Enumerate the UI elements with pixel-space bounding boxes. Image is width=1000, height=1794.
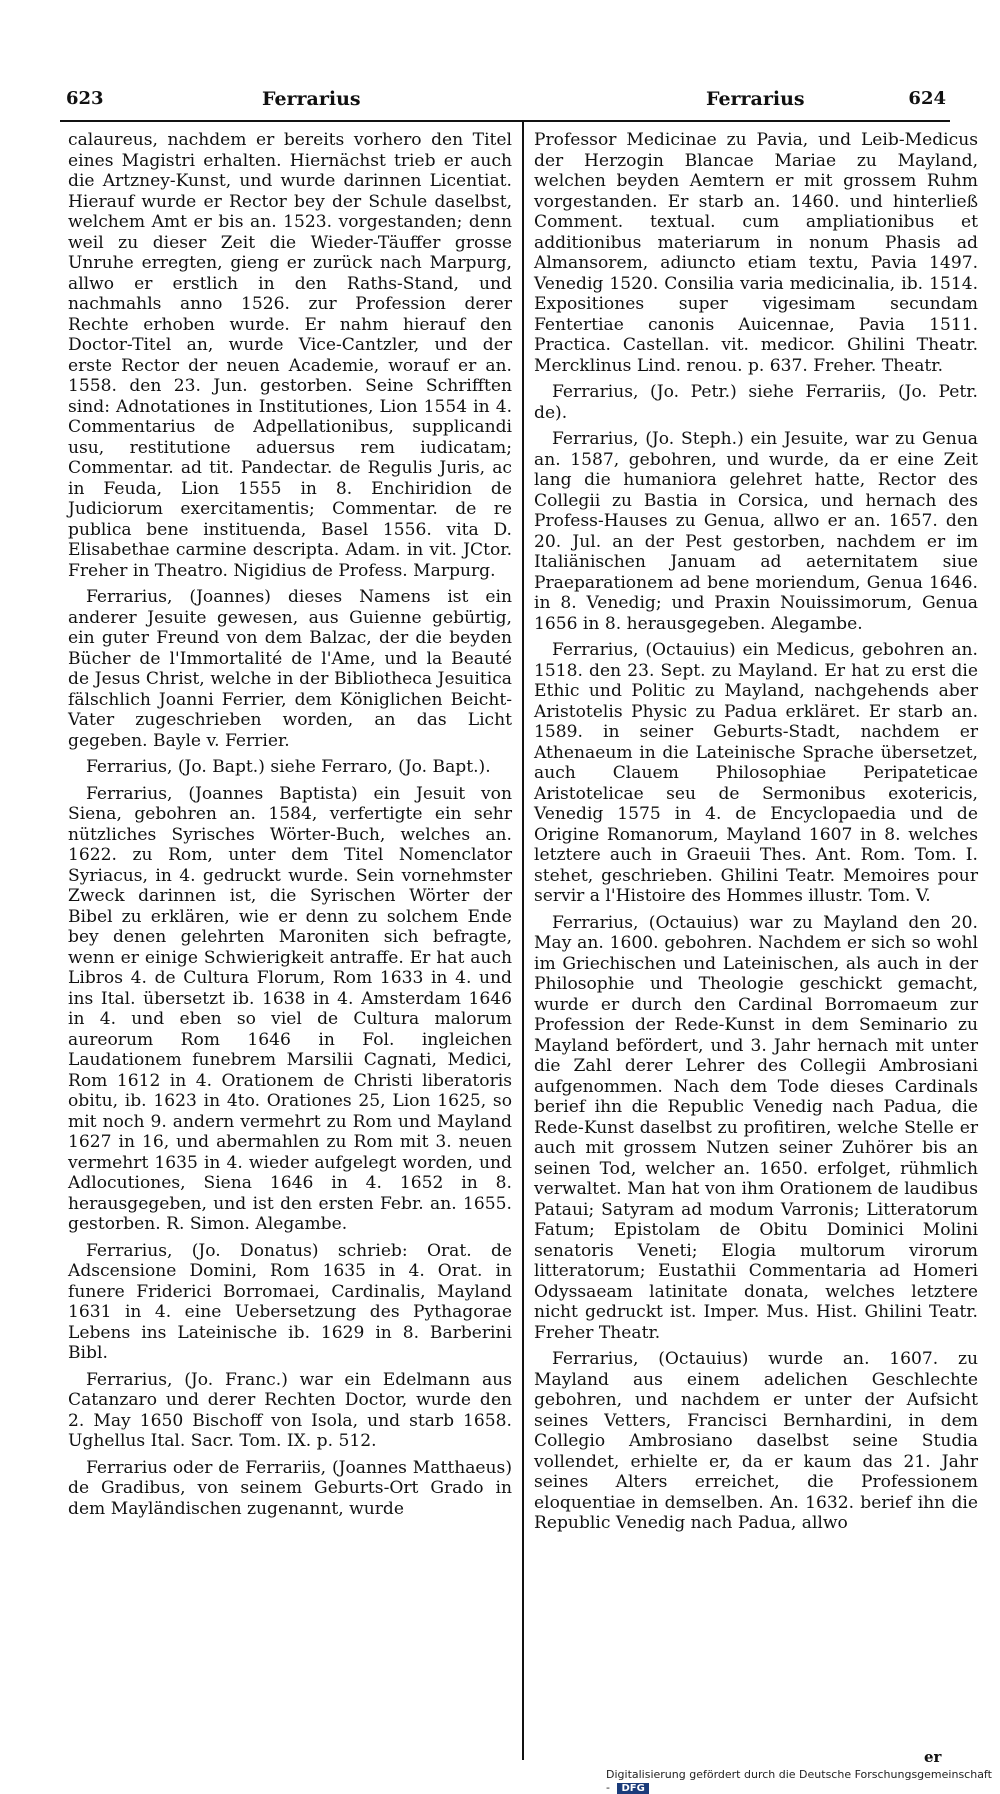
- left-column: [68, 130, 512, 1525]
- footer-text: Digitalisierung gefördert durch die Deutsche Forschungsgemeinschaft -: [606, 1768, 992, 1794]
- left-running-title: Ferrarius: [262, 88, 361, 110]
- entry-paragraph: Ferrarius, (Octauius) war zu Mayland den 20. May an. 1600. gebohren. Nachdem er sich so wohl im Griechischen und Lateinischen, als auch in der Philosophie und Theologie geschickt gemacht, wurde er durch den Cardinal Borromaeum zur Profession der Rede-Kunst in dem Seminario zu Mayland befördert, und 3. Jahr hernach mit unter die Zahl derer Lehrer des Collegii Ambrosiani aufgenommen. Nach dem Tode dieses Cardinals berief ihn die Republic Venedig nach Padua, die Rede-Kunst daselbst zu profitiren, welche Stelle er auch mit grossem Nutzen seiner Zuhörer bis an seinen Tod, welcher an. 1650. erfolget, rühmlich verwaltet. Man hat von ihm Orationem de laudibus Pataui; Satyram ad modum Varronis; Litteratorum Fatum; Epistolam de Obitu Dominici Molini senatoris Veneti; Elogia multorum virorum litteratorum; Eustathii Commentaria ad Homeri Odyssaeam latinitate donata, welches letztere nicht gedruckt ist. Imper. Mus. Hist. Ghilini Teatr. Freher Theatr.: [534, 912, 978, 1343]
- entry-paragraph: Ferrarius, (Jo. Bapt.) siehe Ferraro, (Jo. Bapt.).: [86, 757, 491, 777]
- entry-paragraph: Ferrarius, (Jo. Donatus) schrieb: Orat. de Adscensione Domini, Rom 1635 in 4. Orat. in funere Friderici Borromaei, Cardinalis, Mayland 1631 in 4. eine Uebersetzung des Pythagorae Lebens ins Lateinische ib. 1629 in 8. Barberini Bibl.: [68, 1240, 512, 1363]
- entry-paragraph: Ferrarius, (Jo. Franc.) war ein Edelmann aus Catanzaro und derer Rechten Doctor, wurde den 2. May 1650 Bischoff von Isola, und starb 1658. Ughellus Ital. Sacr. Tom. IX. p. 512.: [68, 1369, 512, 1451]
- digitization-footer: [606, 1768, 992, 1794]
- entry-paragraph: Ferrarius, (Octauius) wurde an. 1607. zu Mayland aus einem adelichen Geschlechte gebohren, und nachdem er unter der Aufsicht seines Vetters, Francisci Bernhardini, in dem Collegio Ambrosiano daselbst seine Studia vollendet, erhielte er, da er kaum das 21. Jahr seines Alters erreichet, die Professionem eloquentiae in demselben. An. 1632. berief ihn die Republic Venedig nach Padua, allwo: [534, 1349, 978, 1533]
- entry-paragraph: Ferrarius, (Joannes Baptista) ein Jesuit von Siena, gebohren an. 1584, verfertigte ein sehr nützliches Syrisches Wörter-Buch, welches an. 1622. zu Rom, unter dem Titel Nomenclator Syriacus, in 4. gedruckt wurde. Sein vornehmster Zweck darinnen ist, die Syrischen Wörter der Bibel zu erklären, wie er denn zu solchem Ende bey denen gelehrten Maroniten sich befragte, wenn er einige Schwierigkeit antraffe. Er hat auch Libros 4. de Cultura Florum, Rom 1633 in 4. und ins Ital. übersetzt ib. 1638 in 4. Amsterdam 1646 in 4. und eben so viel de Cultura malorum aureorum Rom 1646 in Fol. ingleichen Laudationem funebrem Marsilii Cagnati, Medici, Rom 1612 in 4. Orationem de Christi liberatoris obitu, ib. 1623 in 4to. Orationes 25, Lion 1625, so mit noch 9. andern vermehrt zu Rom und Mayland 1627 in 16, und abermahlen zu Rom mit 3. neuen vermehrt 1635 in 4. wieder aufgelegt worden, und Adlocutiones, Siena 1646 in 4. 1652 in 8. herausgegeben, und ist den ersten Febr. an. 1655. gestorben. R. Simon. Alegambe.: [68, 783, 512, 1234]
- entry-paragraph: Ferrarius, (Jo. Petr.) siehe Ferrariis, (Jo. Petr. de).: [534, 382, 978, 423]
- entry-paragraph: Ferrarius, (Octauius) ein Medicus, gebohren an. 1518. den 23. Sept. zu Mayland. Er hat zu erst die Ethic und Politic zu Mayland, nachgehends aber Aristotelis Physic zu Padua erkläret. Er starb an. 1589. in seiner Geburts-Stadt, nachdem er Athenaeum in die Lateinische Sprache übersetzet, auch Clauem Philosophiae Peripateticae Aristotelicae seu de Sermonibus exotericis, Venedig 1575 in 4. de Encyclopaedia und de Origine Romanorum, Mayland 1607 in 8. welches letztere auch in Graeuii Thes. Ant. Rom. Tom. I. stehet, geschrieben. Ghilini Teatr. Memoires pour servir a l'Histoire des Hommes illustr. Tom. V.: [534, 640, 978, 906]
- catchword: er: [924, 1748, 942, 1766]
- left-page-number: 623: [66, 88, 104, 109]
- entry-paragraph: calaureus, nachdem er bereits vorhero den Titel eines Magistri erhalten. Hiernächst trieb er auch die Artzney-Kunst, und wurde darinnen Licentiat. Hierauf wurde er Rector bey der Schule daselbst, welchem Amt er bis an. 1523. vorgestanden; denn weil zu dieser Zeit die Wieder-Täuffer grosse Unruhe erregten, gieng er zurück nach Marpurg, allwo er erstlich in den Raths-Stand, und nachmahls anno 1526. zur Profession derer Rechte erhoben wurde. Er nahm hierauf den Doctor-Titel an, wurde Vice-Cantzler, und der erste Rector der neuen Academie, worauf er an. 1558. den 23. Jun. gestorben. Seine Schrifften sind: Adnotationes in Institutiones, Lion 1554 in 4. Commentarius de Adpellationibus, supplicandi usu, restitutione aduersus rem iudicatam; Commentar. ad tit. Pandectar. de Regulis Juris, ac in Feuda, Lion 1555 in 8. Enchiridion de Judiciorum exercitamentis; Commentar. de re publica bene instituenda, Basel 1556. vita D. Elisabethae carmine descripta. Adam. in vit. JCtor. Freher in Theatro. Nigidius de Profess. Marpurg.: [68, 130, 512, 581]
- right-page-number: 624: [908, 88, 946, 109]
- dfg-logo: DFG: [617, 1783, 648, 1794]
- header-rule: [60, 120, 950, 122]
- entry-paragraph: Ferrarius oder de Ferrariis, (Joannes Matthaeus) de Gradibus, von seinem Geburts-Ort Grado in dem Mayländischen zugenannt, wurde: [68, 1457, 512, 1519]
- right-column: [534, 130, 978, 1540]
- entry-paragraph: Ferrarius, (Joannes) dieses Namens ist ein anderer Jesuite gewesen, aus Guienne gebürtig, ein guter Freund von dem Balzac, der die beyden Bücher de l'Immortalité de l'Ame, und la Beauté de Jesus Christ, welche in der Bibliotheca Jesuitica fälschlich Joanni Ferrier, dem Königlichen Beicht-Vater zugeschrieben worden, an das Licht gegeben. Bayle v. Ferrier.: [68, 587, 512, 751]
- column-divider: [522, 120, 524, 1760]
- running-header: [66, 88, 946, 122]
- entry-paragraph: Ferrarius, (Jo. Steph.) ein Jesuite, war zu Genua an. 1587, gebohren, und wurde, da er eine Zeit lang die humaniora gelehret hatte, Rector des Collegii zu Bastia in Corsica, und hernach des Profess-Hauses zu Genua, allwo er an. 1657. den 20. Jul. an der Pest gestorben, nachdem er im Italiänischen Januam ad aeternitatem siue Praeparationem ad bene moriendum, Genua 1646. in 8. Venedig; und Praxin Nouissimorum, Genua 1656 in 8. herausgegeben. Alegambe.: [534, 429, 978, 634]
- right-running-title: Ferrarius: [706, 88, 805, 110]
- entry-paragraph: Professor Medicinae zu Pavia, und Leib-Medicus der Herzogin Blancae Mariae zu Mayland, welchen beyden Aemtern er mit grossem Ruhm vorgestanden. Er starb an. 1460. und hinterließ Comment. textual. cum ampliationibus et additionibus materiarum in nonum Phasis ad Almansorem, adiuncto etiam textu, Pavia 1497. Venedig 1520. Consilia varia medicinalia, ib. 1514. Expositiones super vigesimam secundam Fentertiae canonis Auicennae, Pavia 1511. Practica. Castellan. vit. medicor. Ghilini Theatr. Mercklinus Lind. renou. p. 637. Freher. Theatr.: [534, 130, 978, 376]
